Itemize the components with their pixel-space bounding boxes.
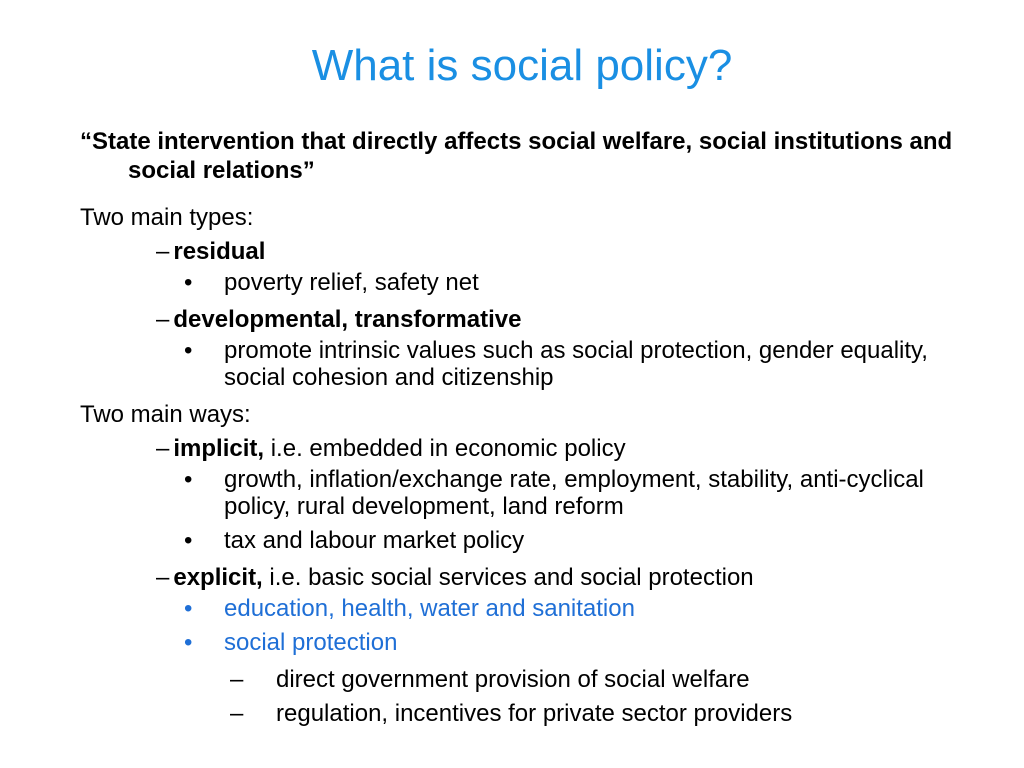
list-item [80,337,980,391]
dash-marker: – [156,306,170,333]
list-item [80,269,980,296]
way-explicit-text: i.e. basic social services and social protection [262,564,754,591]
list-item [80,466,980,520]
list-item-text: growth, inflation/exchange rate, employment, stability, anti-cyclical policy, rural development, land reform [224,466,924,520]
dash-marker: – [156,435,170,462]
list-item-text: tax and labour market policy [224,527,525,554]
way-implicit-text: i.e. embedded in economic policy [264,435,626,462]
type-developmental-label: developmental, transformative [173,306,522,333]
bullet-marker: • [184,629,193,656]
bullet-marker: • [184,269,193,296]
slide-body [80,127,980,731]
list-item-text: promote intrinsic values such as social protection, gender equality, social cohesion and citizenship [224,337,928,391]
list-item [80,595,980,622]
way-implicit-label: implicit, [173,435,265,462]
list-item [80,629,980,656]
list-item-text: regulation, incentives for private sector providers [276,700,793,727]
list-item-text: direct government provision of social welfare [276,666,750,693]
slide-title: What is social policy? [311,41,733,90]
types-heading: Two main types: [80,204,254,231]
bullet-marker: • [184,337,193,364]
type-residual [80,235,980,269]
list-item-text: social protection [224,629,398,656]
bullet-marker: • [184,466,193,493]
type-developmental [80,303,980,337]
dash-marker: – [230,700,244,727]
definition-quote: “State intervention that directly affects social welfare, social institutions and social relations” [80,128,953,184]
way-explicit [80,561,980,595]
list-item [80,697,980,731]
list-item [80,527,980,554]
way-explicit-label: explicit, [173,564,263,591]
dash-marker: – [156,564,170,591]
list-item [80,663,980,697]
bullet-marker: • [184,595,193,622]
bullet-marker: • [184,527,193,554]
dash-marker: – [230,666,244,693]
list-item-text: poverty relief, safety net [224,269,479,296]
ways-heading: Two main ways: [80,401,251,428]
dash-marker: – [156,238,170,265]
list-item-text: education, health, water and sanitation [224,595,635,622]
way-implicit [80,432,980,466]
type-residual-label: residual [173,238,266,265]
